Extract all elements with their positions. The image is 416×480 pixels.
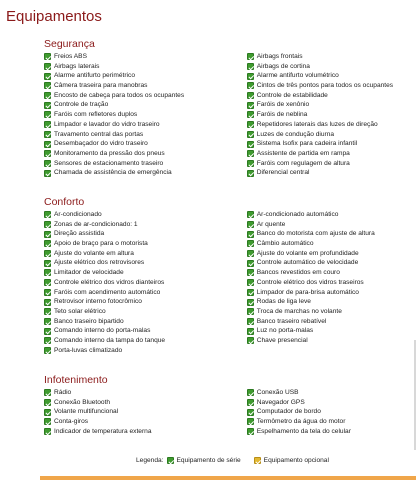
feature-label: Chamada de assistência de emergência <box>54 169 172 177</box>
feature-item <box>247 229 414 239</box>
feature-item <box>44 62 247 72</box>
check-icon <box>44 389 51 396</box>
feature-label: Limitador de velocidade <box>54 269 124 277</box>
feature-label: Freios ABS <box>54 53 87 60</box>
feature-label: Navegador GPS <box>256 398 305 406</box>
bottom-accent-bar <box>40 476 416 480</box>
check-icon <box>44 409 51 416</box>
feature-item <box>247 110 414 120</box>
feature-label: Rádio <box>54 389 72 396</box>
feature-item <box>247 288 414 298</box>
feature-item <box>247 159 414 169</box>
feature-label: Airbags de cortina <box>256 62 310 70</box>
feature-item <box>44 317 247 327</box>
check-icon <box>247 328 254 335</box>
right-column <box>247 210 414 355</box>
check-icon <box>247 121 254 128</box>
feature-label: Comando interno da tampa do tanque <box>54 336 166 344</box>
check-icon <box>247 279 254 286</box>
feature-item <box>44 417 247 427</box>
section-title: Segurança <box>44 38 95 50</box>
feature-label: Zonas de ar-condicionado: 1 <box>54 220 138 228</box>
check-icon <box>44 289 51 296</box>
feature-item <box>247 168 414 178</box>
feature-label: Computador de bordo <box>256 408 321 416</box>
feature-label: Conexão USB <box>256 389 299 396</box>
feature-item <box>247 210 414 220</box>
check-icon <box>247 318 254 325</box>
feature-label: Troca de marchas no volante <box>256 307 342 315</box>
feature-item <box>247 62 414 72</box>
feature-item <box>44 326 247 336</box>
page-title: Equipamentos <box>6 8 102 25</box>
feature-label: Alarme antifurto perimétrico <box>54 72 135 80</box>
feature-label: Banco traseiro rebatível <box>256 317 327 325</box>
feature-item <box>44 81 247 91</box>
feature-label: Sistema Isofix para cadeira infantil <box>256 140 358 148</box>
check-icon <box>247 211 254 218</box>
feature-label: Ar quente <box>256 220 286 228</box>
check-icon <box>44 250 51 257</box>
feature-item <box>44 71 247 81</box>
check-icon <box>44 211 51 218</box>
check-icon <box>44 170 51 177</box>
feature-label: Luz no porta-malas <box>256 327 314 335</box>
check-icon <box>44 141 51 148</box>
feature-label: Faróis de neblina <box>256 111 308 119</box>
feature-item <box>247 100 414 110</box>
feature-item <box>247 220 414 230</box>
feature-item <box>44 258 247 268</box>
feature-item <box>247 388 414 398</box>
check-icon <box>44 102 51 109</box>
feature-item <box>44 239 247 249</box>
check-icon <box>44 308 51 315</box>
feature-item <box>44 388 247 398</box>
feature-label: Comando interno do porta-malas <box>54 327 151 335</box>
check-icon <box>247 141 254 148</box>
feature-label: Sensores de estacionamento traseiro <box>54 159 164 167</box>
check-icon <box>44 111 51 118</box>
feature-label: Airbags laterais <box>54 62 100 70</box>
check-icon <box>247 250 254 257</box>
feature-label: Controle de estabilidade <box>256 91 328 99</box>
check-icon <box>44 131 51 138</box>
feature-item <box>247 317 414 327</box>
check-icon <box>44 418 51 425</box>
check-icon <box>44 269 51 276</box>
check-icon <box>247 308 254 315</box>
feature-label: Repetidores laterais das luzes de direção <box>256 120 378 128</box>
section-title: Infotenimento <box>44 374 108 386</box>
feature-item <box>44 139 247 149</box>
feature-item <box>247 278 414 288</box>
check-icon <box>44 299 51 306</box>
feature-label: Limpador e lavador do vidro traseiro <box>54 120 160 128</box>
feature-label: Monitoramento da pressão dos pneus <box>54 149 165 157</box>
check-icon <box>247 399 254 406</box>
feature-label: Ajuste elétrico dos retrovisores <box>54 259 145 267</box>
feature-item <box>44 278 247 288</box>
feature-label: Conexão Bluetooth <box>54 398 111 406</box>
feature-label: Chave presencial <box>256 336 308 344</box>
check-icon <box>247 418 254 425</box>
right-column <box>247 52 414 178</box>
left-column <box>44 388 247 436</box>
feature-item <box>44 336 247 346</box>
feature-item <box>44 100 247 110</box>
check-icon <box>247 73 254 80</box>
check-icon <box>247 337 254 344</box>
check-icon <box>44 150 51 157</box>
feature-label: Controle de tração <box>54 101 109 109</box>
feature-label: Ar-condicionado <box>54 211 102 218</box>
feature-label: Faróis de xenônio <box>256 101 310 109</box>
check-icon <box>44 279 51 286</box>
left-column <box>44 52 247 178</box>
feature-label: Porta-luvas climatizado <box>54 346 123 354</box>
check-icon <box>247 428 254 435</box>
feature-item <box>44 398 247 408</box>
feature-item <box>247 130 414 140</box>
legend-label: Legenda: <box>136 457 164 464</box>
feature-item <box>247 149 414 159</box>
feature-item <box>44 427 247 437</box>
check-icon <box>44 121 51 128</box>
check-icon <box>247 170 254 177</box>
feature-label: Ar-condicionado automático <box>256 211 339 218</box>
check-icon <box>247 409 254 416</box>
feature-item <box>44 288 247 298</box>
check-icon <box>44 73 51 80</box>
feature-label: Rodas de liga leve <box>256 298 311 306</box>
feature-label: Diferencial central <box>256 169 310 177</box>
check-icon <box>247 240 254 247</box>
check-icon <box>44 428 51 435</box>
right-column <box>247 388 414 436</box>
feature-item <box>247 326 414 336</box>
feature-item <box>44 346 247 356</box>
feature-item <box>247 398 414 408</box>
feature-label: Ajuste do volante em altura <box>54 249 134 257</box>
feature-label: Faróis com acendimento automático <box>54 288 161 296</box>
legend-optional: Equipamento opcional <box>263 457 329 464</box>
feature-item <box>247 427 414 437</box>
feature-item <box>44 229 247 239</box>
section-title: Conforto <box>44 196 85 208</box>
feature-label: Espelhamento da tela do celular <box>256 427 351 435</box>
check-icon <box>44 260 51 267</box>
check-icon <box>44 337 51 344</box>
feature-label: Alarme antifurto volumétrico <box>256 72 339 80</box>
check-icon <box>247 82 254 89</box>
feature-item <box>44 297 247 307</box>
check-icon <box>247 221 254 228</box>
legend-standard: Equipamento de série <box>176 457 241 464</box>
feature-label: Controle automático de velocidade <box>256 259 359 267</box>
feature-item <box>247 336 414 346</box>
feature-item <box>247 417 414 427</box>
check-icon <box>44 53 51 60</box>
feature-label: Ajuste do volante em profundidade <box>256 249 359 257</box>
check-icon <box>44 160 51 167</box>
check-icon <box>247 160 254 167</box>
check-icon <box>247 92 254 99</box>
feature-label: Banco do motorista com ajuste de altura <box>256 230 375 238</box>
check-icon <box>247 299 254 306</box>
check-icon <box>247 102 254 109</box>
check-icon <box>44 347 51 354</box>
standard-check-icon <box>167 457 174 464</box>
section-infotenimento <box>44 372 414 436</box>
feature-label: Luzes de condução diurna <box>256 130 335 138</box>
feature-item <box>247 307 414 317</box>
feature-label: Bancos revestidos em couro <box>256 269 340 277</box>
feature-label: Faróis com refletores duplos <box>54 111 138 119</box>
feature-label: Indicador de temperatura externa <box>54 427 152 435</box>
feature-item <box>44 91 247 101</box>
feature-item <box>44 120 247 130</box>
check-icon <box>44 82 51 89</box>
feature-label: Termômetro da água do motor <box>256 418 346 426</box>
check-icon <box>247 389 254 396</box>
feature-label: Teto solar elétrico <box>54 307 106 315</box>
check-icon <box>247 150 254 157</box>
feature-item <box>44 149 247 159</box>
feature-label: Cintos de três pontos para todos os ocupantes <box>256 82 394 90</box>
feature-label: Encosto de cabeça para todos os ocupantes <box>54 91 185 99</box>
feature-label: Retrovisor interno fotocrômico <box>54 298 142 306</box>
check-icon <box>247 269 254 276</box>
feature-item <box>44 220 247 230</box>
feature-label: Banco traseiro bipartido <box>54 317 124 325</box>
feature-label: Faróis com regulagem de altura <box>256 159 350 167</box>
section-conforto <box>44 194 414 355</box>
feature-item <box>44 159 247 169</box>
legend <box>136 457 329 464</box>
feature-label: Airbags frontais <box>256 53 303 60</box>
feature-item <box>247 81 414 91</box>
feature-label: Travamento central das portas <box>54 130 144 138</box>
feature-item <box>44 52 247 62</box>
optional-check-icon <box>254 457 261 464</box>
feature-label: Câmera traseira para manobras <box>54 82 148 90</box>
feature-item <box>247 91 414 101</box>
check-icon <box>247 231 254 238</box>
feature-item <box>247 52 414 62</box>
feature-item <box>44 268 247 278</box>
check-icon <box>44 399 51 406</box>
feature-item <box>44 210 247 220</box>
feature-item <box>247 268 414 278</box>
feature-item <box>44 307 247 317</box>
feature-label: Controle elétrico dos vidros dianteiros <box>54 278 165 286</box>
feature-label: Assistente de partida em rampa <box>256 149 350 157</box>
check-icon <box>44 63 51 70</box>
check-icon <box>44 318 51 325</box>
check-icon <box>44 231 51 238</box>
check-icon <box>44 240 51 247</box>
check-icon <box>247 131 254 138</box>
check-icon <box>44 92 51 99</box>
check-icon <box>247 111 254 118</box>
check-icon <box>44 328 51 335</box>
feature-item <box>44 168 247 178</box>
feature-label: Volante multifuncional <box>54 408 119 416</box>
feature-item <box>247 139 414 149</box>
left-column <box>44 210 247 355</box>
feature-label: Controle elétrico dos vidros traseiros <box>256 278 364 286</box>
feature-item <box>44 130 247 140</box>
check-icon <box>44 221 51 228</box>
feature-item <box>247 258 414 268</box>
check-icon <box>247 289 254 296</box>
feature-label: Câmbio automático <box>256 240 314 248</box>
feature-label: Limpador de para-brisa automático <box>256 288 359 296</box>
feature-item <box>247 239 414 249</box>
section-seguranca <box>44 36 414 178</box>
feature-item <box>247 407 414 417</box>
feature-label: Apoio de braço para o motorista <box>54 240 148 248</box>
feature-item <box>247 297 414 307</box>
feature-item <box>44 249 247 259</box>
feature-label: Direção assistida <box>54 230 105 238</box>
feature-label: Desembaçador do vidro traseiro <box>54 140 148 148</box>
feature-item <box>247 71 414 81</box>
feature-item <box>247 120 414 130</box>
feature-item <box>44 407 247 417</box>
feature-item <box>247 249 414 259</box>
feature-item <box>44 110 247 120</box>
check-icon <box>247 53 254 60</box>
check-icon <box>247 260 254 267</box>
check-icon <box>247 63 254 70</box>
feature-label: Conta-giros <box>54 418 89 426</box>
